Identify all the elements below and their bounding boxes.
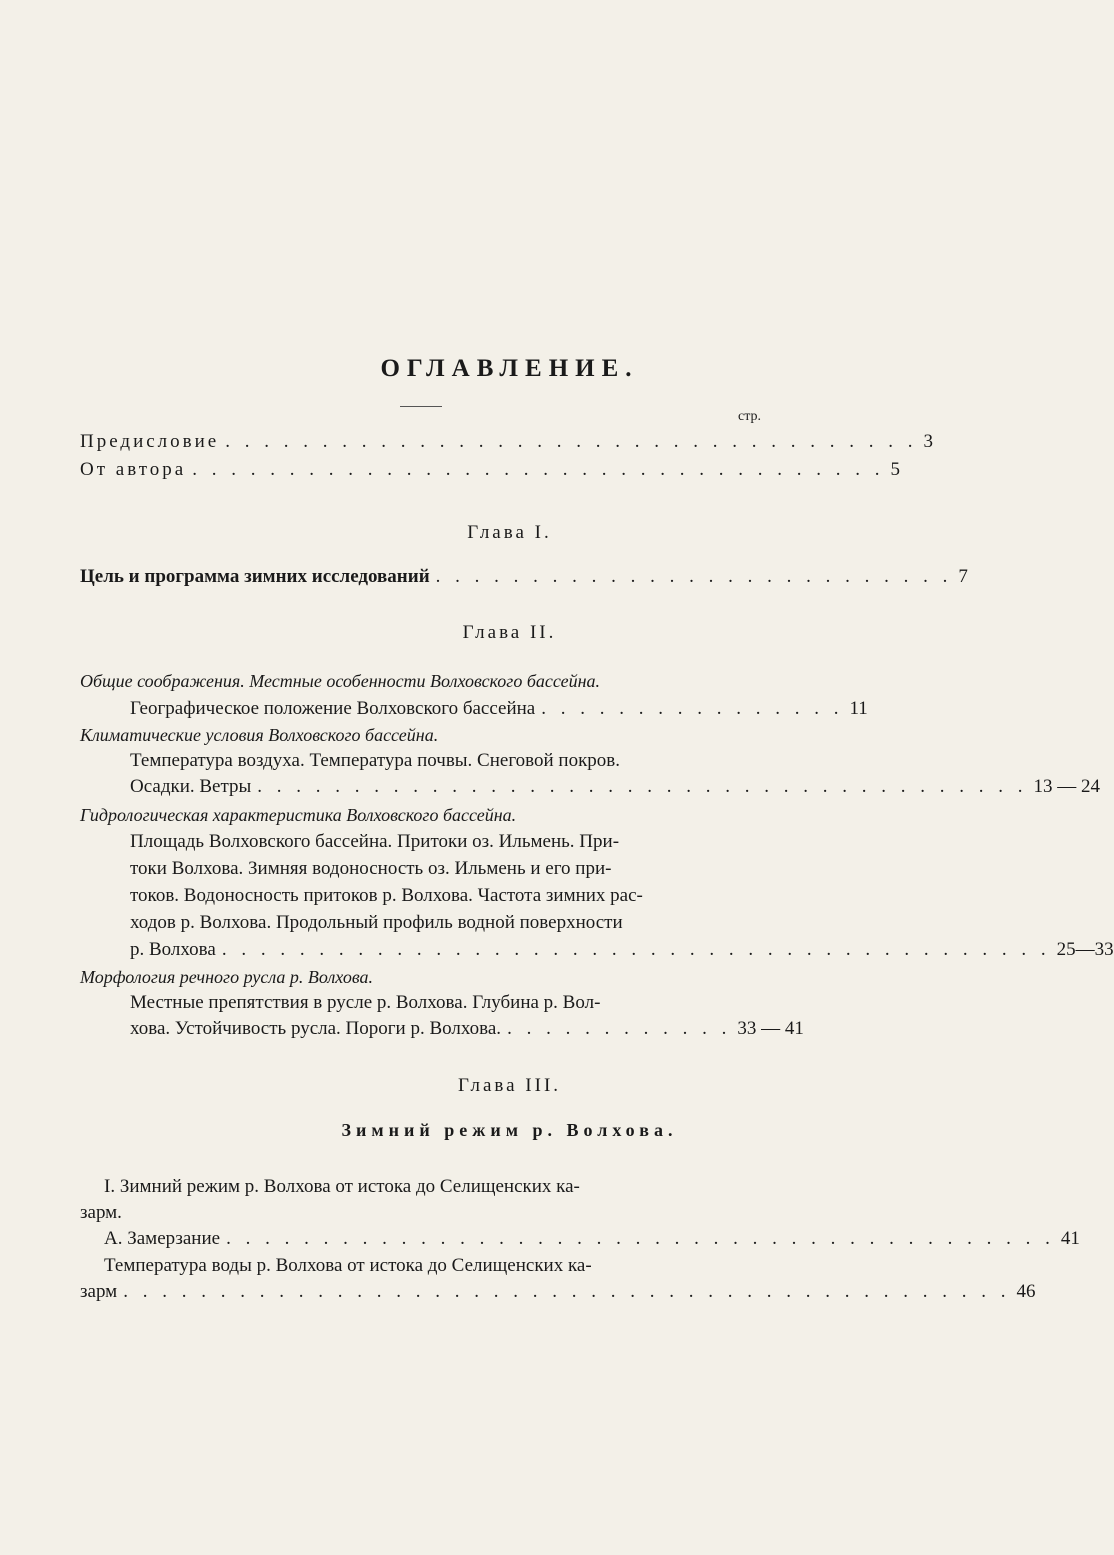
toc-entry [130,1014,804,1044]
leader-dots: . . . . . . . . . . . . . . . . [541,698,844,719]
toc-entry-label: Осадки. Ветры [130,776,252,797]
chapter-subheading: Зимний режим р. Волхова. [341,1120,678,1140]
toc-entry-text: Местные препятствия в русле р. Волхова. Глубина р. Вол- [130,992,601,1013]
toc-entry-text: Площадь Волховского бассейна. Притоки оз. Ильмень. При- [130,831,620,852]
toc-entry-label: Предисловие [80,431,220,452]
toc-entry [104,1224,1080,1254]
toc-entry [130,772,1101,802]
section-heading: Гидрологическая характеристика Волховского бассейна. [80,805,517,825]
chapter-heading: Глава III. [457,1075,562,1096]
chapter-heading: Глава I. [467,522,552,543]
section-heading: Климатические условия Волховского бассейна. [80,725,439,745]
toc-entry-label: зарм [80,1281,118,1302]
toc-entry-page: 46 [1016,1281,1036,1302]
toc-entry-page: 7 [958,566,968,587]
leader-dots: . . . . . . . . . . . . . . . . . . . . . . . . . . . [435,566,953,587]
leader-dots: . . . . . . . . . . . . . . . . . . . . . . . . . . . . . . . . . . . . . . . . . . . [221,939,1051,960]
page-column-label: стр. [738,409,762,424]
toc-entry-page: 11 [849,698,868,719]
toc-entry-text: ходов р. Волхова. Продольный профиль водной поверхности [130,912,623,933]
toc-entry-label: Географическое положение Волховского бассейна [130,698,536,719]
toc-entry-text: I. Зимний режим р. Волхова от истока до Селищенских ка- [104,1176,580,1197]
leader-dots: . . . . . . . . . . . . . . . . . . . . . . . . . . . . . . . . . . . . [225,431,918,452]
toc-entry [80,1277,1036,1307]
page-title: ОГЛАВЛЕНИЕ. [380,355,639,382]
leader-dots: . . . . . . . . . . . . [507,1018,732,1039]
toc-entry-label: А. Замерзание [104,1228,221,1249]
toc-entry-page: 13 — 24 [1033,776,1101,797]
section-heading: Морфология речного русла р. Волхова. [80,967,374,987]
toc-entry [130,935,1114,965]
toc-entry-ch1 [80,562,968,592]
toc-entry-preface [80,427,933,457]
toc-entry-text: токи Волхова. Зимняя водоносность оз. Ильмень и его при- [130,858,612,879]
leader-dots: . . . . . . . . . . . . . . . . . . . . . . . . . . . . . . . . . . . . . . . . [257,776,1028,797]
toc-entry-page: 5 [890,459,900,480]
section-heading: Общие соображения. Местные особенности Волховского бассейна. [80,671,601,691]
toc-entry-page: 41 [1060,1228,1080,1249]
toc-entry-text: токов. Водоносность притоков р. Волхова. Частота зимних рас- [130,885,643,906]
toc-entry-text: зарм. [80,1202,122,1223]
leader-dots: . . . . . . . . . . . . . . . . . . . . . . . . . . . . . . . . . . . . . . . . . . . [226,1228,1055,1249]
toc-entry-label: Цель и программа зимних исследований [80,566,430,587]
chapter-heading: Глава II. [462,622,557,643]
title-rule [400,406,442,407]
toc-entry-text: Температура воздуха. Температура почвы. Снеговой покров. [130,750,621,771]
leader-dots: . . . . . . . . . . . . . . . . . . . . . . . . . . . . . . . . . . . . . . . . . . . . . . [123,1281,1011,1302]
toc-entry-page: 25—33 [1056,939,1114,960]
toc-entry-text: Температура воды р. Волхова от истока до Селищенских ка- [104,1255,592,1276]
toc-entry-label: хова. Устойчивость русла. Пороги р. Волхова. [130,1018,502,1039]
toc-entry-label: р. Волхова [130,939,216,960]
toc-entry-label: От автора [80,459,187,480]
toc-entry-page: 33 — 41 [737,1018,804,1039]
toc-entry-author [80,455,900,485]
leader-dots: . . . . . . . . . . . . . . . . . . . . . . . . . . . . . . . . . . . . [192,459,885,480]
toc-entry-page: 3 [923,431,933,452]
